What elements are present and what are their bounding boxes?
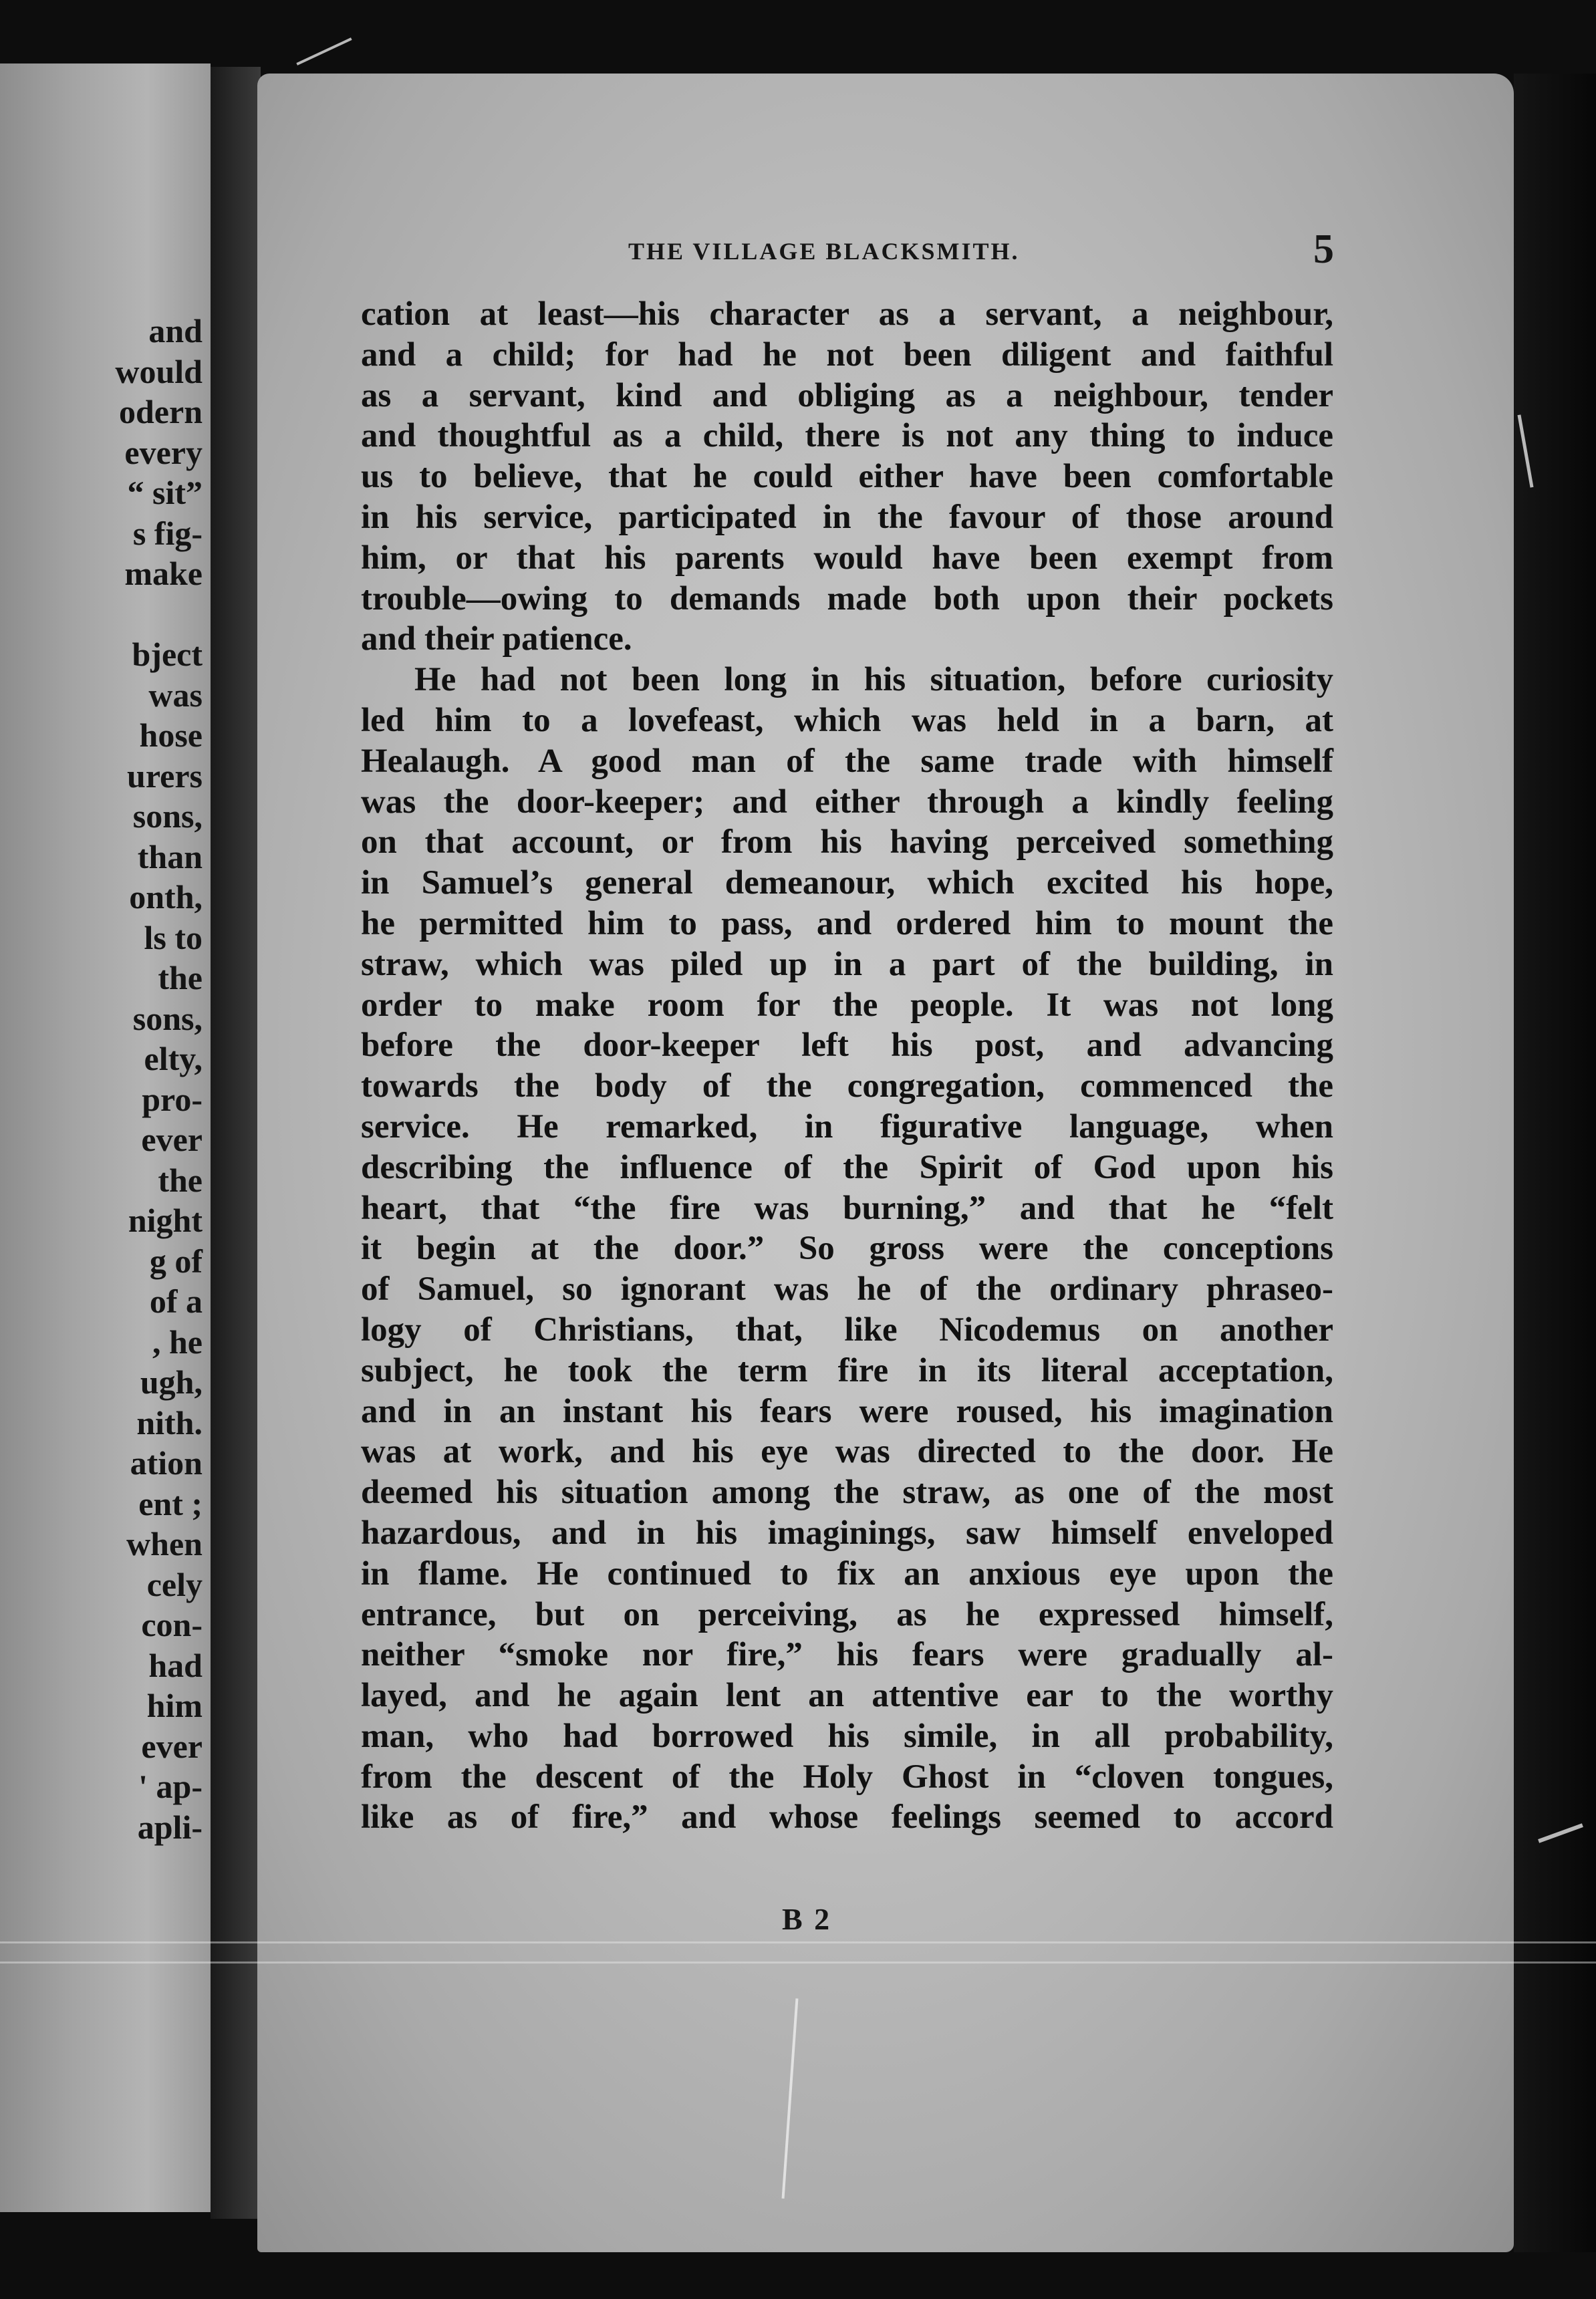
scratch-artifact bbox=[296, 37, 352, 65]
text-line: subject, he took the term fire in its literal acceptation, bbox=[361, 1351, 1333, 1389]
fragment-line: odern bbox=[119, 393, 203, 430]
text-line: in Samuel’s general demeanour, which excited his hope, bbox=[361, 864, 1333, 902]
text-line: and their patience. bbox=[361, 620, 632, 658]
text-line: from the descent of the Holy Ghost in “cloven tongues, bbox=[361, 1758, 1333, 1796]
fragment-line: elty, bbox=[144, 1040, 203, 1077]
fragment-line: s fig- bbox=[132, 514, 203, 552]
text-line: and a child; for had he not been diligent and faithful bbox=[361, 335, 1333, 374]
fragment-line: than bbox=[137, 837, 203, 875]
running-header: THE VILLAGE BLACKSMITH. bbox=[628, 238, 1020, 265]
fragment-line: bject bbox=[132, 636, 203, 673]
text-line: cation at least—his character as a servant, a neighbour, bbox=[361, 295, 1333, 333]
text-line: like as of fire,” and whose feelings seemed to accord bbox=[361, 1798, 1333, 1837]
fragment-line: was bbox=[148, 676, 203, 714]
text-line: led him to a lovefeast, which was held in a barn, at bbox=[361, 701, 1333, 739]
text-line: and in an instant his fears were roused, his imagination bbox=[361, 1392, 1333, 1430]
text-line: service. He remarked, in figurative language, when bbox=[361, 1107, 1333, 1145]
fragment-line: had bbox=[148, 1646, 203, 1684]
text-line: in flame. He continued to fix an anxious eye upon the bbox=[361, 1554, 1333, 1593]
fragment-line: apli- bbox=[137, 1808, 203, 1846]
text-line: logy of Christians, that, like Nicodemus on another bbox=[361, 1311, 1333, 1349]
fragment-line: ls to bbox=[144, 918, 203, 956]
fragment-line: ation bbox=[130, 1444, 203, 1482]
text-line: He had not been long in his situation, before curiosity bbox=[414, 661, 1333, 699]
fragment-line: , he bbox=[152, 1323, 203, 1361]
fragment-line: night bbox=[128, 1202, 203, 1239]
fragment-line: the bbox=[158, 959, 203, 996]
text-line: and thoughtful as a child, there is not any thing to induce bbox=[361, 417, 1333, 455]
fragment-line: would bbox=[115, 352, 203, 390]
fragment-line: onth, bbox=[129, 878, 203, 916]
signature-mark: B 2 bbox=[782, 1902, 832, 1936]
page-number: 5 bbox=[1313, 227, 1334, 272]
text-line: trouble—owing to demands made both upon their pockets bbox=[361, 579, 1333, 618]
text-line: us to believe, that he could either have been comfortable bbox=[361, 458, 1333, 496]
text-line: describing the influence of the Spirit of God upon his bbox=[361, 1148, 1333, 1186]
book-gutter bbox=[211, 67, 261, 2219]
fragment-line: when bbox=[126, 1525, 203, 1563]
fragment-line: ever bbox=[141, 1121, 203, 1158]
text-line: entrance, but on perceiving, as he expressed himself, bbox=[361, 1595, 1333, 1633]
fragment-line: the bbox=[158, 1161, 203, 1199]
fragment-line: make bbox=[124, 555, 203, 592]
fragment-line: him bbox=[146, 1687, 203, 1724]
text-line: heart, that “the fire was burning,” and that he “felt bbox=[361, 1189, 1333, 1227]
text-line: before the door-keeper left his post, and advancing bbox=[361, 1027, 1333, 1065]
text-line: man, who had borrowed his simile, in all probability, bbox=[361, 1717, 1333, 1755]
text-line: order to make room for the people. It was not long bbox=[361, 986, 1333, 1024]
page-body-text bbox=[361, 294, 1333, 1838]
fragment-line: hose bbox=[139, 716, 203, 754]
text-line: towards the body of the congregation, commenced the bbox=[361, 1067, 1333, 1105]
fragment-line: ent ; bbox=[138, 1484, 203, 1522]
fragment-line: sons, bbox=[132, 797, 203, 835]
text-line: him, or that his parents would have been exempt from bbox=[361, 539, 1333, 577]
fragment-line: g of bbox=[149, 1242, 203, 1280]
fragment-line: pro- bbox=[142, 1080, 203, 1118]
fragment-line: every bbox=[124, 433, 203, 471]
text-line: in his service, participated in the favour of those around bbox=[361, 498, 1333, 536]
scan-line-artifact bbox=[0, 1962, 1596, 1964]
fragment-line: ' ap- bbox=[138, 1768, 203, 1805]
text-line: Healaugh. A good man of the same trade with himself bbox=[361, 742, 1333, 780]
text-line: neither “smoke nor fire,” his fears were gradually al- bbox=[361, 1636, 1333, 1674]
text-line: deemed his situation among the straw, as one of the most bbox=[361, 1474, 1333, 1512]
previous-page-text bbox=[2, 311, 203, 1847]
text-line: layed, and he again lent an attentive ear to the worthy bbox=[361, 1677, 1333, 1715]
fragment-line: sons, bbox=[132, 999, 203, 1037]
text-line: of Samuel, so ignorant was he of the ordinary phraseo- bbox=[361, 1270, 1333, 1309]
text-line: on that account, or from his having perceived something bbox=[361, 823, 1333, 861]
fragment-line: con- bbox=[141, 1606, 203, 1643]
scan-background-edge bbox=[1514, 74, 1596, 2252]
fragment-line: urers bbox=[127, 757, 203, 795]
text-line: was at work, and his eye was directed to the door. He bbox=[361, 1433, 1333, 1471]
text-line: he permitted him to pass, and ordered him to mount the bbox=[361, 904, 1333, 942]
previous-page-fragment bbox=[0, 63, 211, 2212]
text-line: as a servant, kind and obliging as a neighbour, tender bbox=[361, 376, 1333, 414]
fragment-line: nith. bbox=[136, 1403, 203, 1442]
fragment-line: of a bbox=[149, 1282, 203, 1320]
text-line: was the door-keeper; and either through a kindly feeling bbox=[361, 783, 1333, 821]
fragment-line: and bbox=[148, 312, 203, 350]
fragment-line bbox=[2, 594, 203, 635]
fragment-line: ugh, bbox=[140, 1363, 203, 1401]
fragment-line: cely bbox=[146, 1565, 203, 1603]
fragment-line: “ sit” bbox=[127, 474, 203, 511]
text-line: straw, which was piled up in a part of the building, in bbox=[361, 945, 1333, 983]
text-line: it begin at the door.” So gross were the conceptions bbox=[361, 1230, 1333, 1268]
fragment-line: ever bbox=[141, 1727, 203, 1765]
text-line: hazardous, and in his imaginings, saw himself enveloped bbox=[361, 1514, 1333, 1552]
scan-line-artifact bbox=[0, 1941, 1596, 1943]
